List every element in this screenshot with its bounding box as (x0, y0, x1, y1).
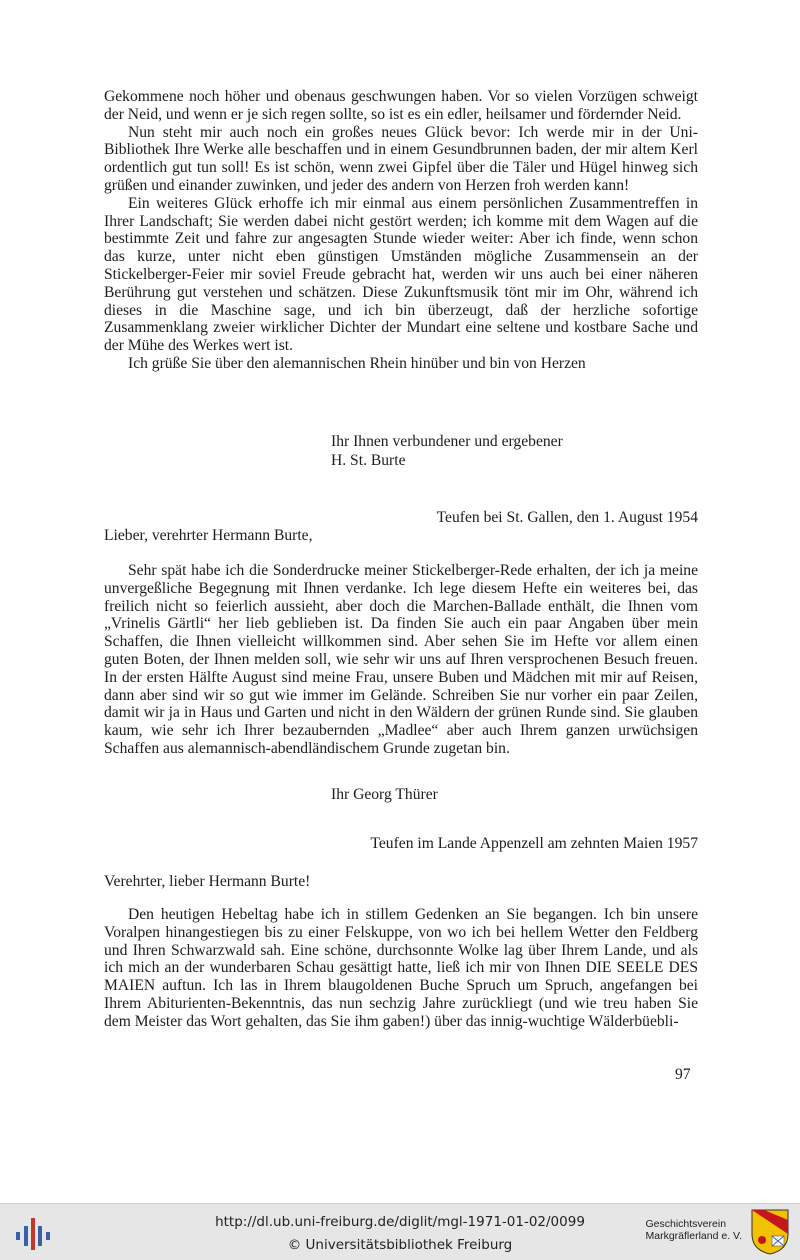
footer-url-link[interactable]: http://dl.ub.uni-freiburg.de/diglit/mgl-1971-01-02/0099 (215, 1214, 585, 1230)
letter1-signature: H. St. Burte (331, 452, 406, 469)
letter2-paragraph: Sehr spät habe ich die Sonderdrucke meiner Stickelberger-Rede erhalten, der ich ja meine unvergeßliche Begegnung mit Ihnen verdanke. Ich lege diesem Hefte ein weiteres bei, das freilich nicht so feierlich aussieht, aber doch die Marchen-Ballade enthält, die Ihnen vom „Vrinelis Gärtli“ her lieb geblieben ist. Da finden Sie auch ein paar Angaben über mein Schaffen, die Ihnen vielleicht willkommen sind. Aber sehen Sie im Hefte vor allem einen guten Boten, der Ihnen melden soll, wie sehr wir uns auf Ihren versprochenen Besuch freuen. In der ersten Hälfte August sind meine Frau, unsere Buben und Mädchen mit mir auf Reisen, dann aber sind wir so gut wie immer im Gelände. Schreiben Sie nur vorher ein paar Zeilen, damit wir ja in Haus und Garten und nicht in den Wäldern der grünen Runde sind. Sie glauben kaum, wie sehr ich Ihrer bezaubernden „Madlee“ aber auch Ihrem ganzen urwüchsigen Schaffen aus alemannisch-abendländischem Grunde zugetan bin. (104, 562, 698, 757)
letter3-salutation: Verehrter, lieber Hermann Burte! (104, 873, 311, 890)
coat-of-arms-icon (750, 1208, 790, 1256)
footer-org-line-2: Markgräflerland e. V. (645, 1230, 742, 1242)
letter1-paragraph-2: Nun steht mir auch noch ein großes neues Glück bevor: Ich werde mir in der Uni-Bibliothek Ihre Werke alle beschaffen und in einem Gesundbrunnen baden, der mir altem Kerl ordentlich gut tun soll! Es ist schön, wenn zwei Gipfel über die Täler und Hügel hinweg sich grüßen und einander zuwinken, und jeder des andern von Herzen froh werden kann! (104, 123, 698, 194)
letter1-closing: Ihr Ihnen verbundener und ergebener (331, 433, 563, 450)
footer-organization (646, 1218, 743, 1242)
letter2-body (104, 562, 698, 758)
letter1-paragraph-4: Ich grüße Sie über den alemannischen Rhein hinüber und bin von Herzen (128, 354, 586, 372)
page-number: 97 (675, 1066, 691, 1083)
letter3-body (104, 906, 698, 1031)
letter2-signature: Ihr Georg Thürer (331, 786, 438, 803)
letter3-dateline: Teufen im Lande Appenzell am zehnten Maien 1957 (370, 835, 698, 852)
footer-bar (0, 1203, 800, 1260)
letter3-paragraph: Den heutigen Hebeltag habe ich in stillem Gedenken an Sie begangen. Ich bin unsere Voralpen hinangestiegen bis zu einer Felskuppe, von wo ich bei hellem Wetter den Feldberg und Ihren Schwarzwald sah. Eine schöne, durchsonnte Wolke lag über Ihrem Lande, und als ich mich an der wunderbaren Schau gesättigt hatte, ließ ich mir von Ihnen DIE SEELE DES MAIEN auftun. Ich las in Ihrem blaugoldenen Buche Spruch um Spruch, angefangen bei Ihrem Abiturienten-Bekenntnis, das nun sechzig Jahre zurückliegt (und wie treu haben Sie dem Meister das Wort gehalten, das Sie ihm gaben!) über das innig-wuchtige Wälderbüebli- (104, 906, 698, 1030)
footer-org-line-1: Geschichtsverein (645, 1218, 727, 1230)
letter1-paragraph-3: Ein weiteres Glück erhoffe ich mir einmal aus einem persönlichen Zusammentreffen in Ihrer Landschaft; Sie werden dabei nicht gestört werden; ich komme mit dem Wagen auf die bestimmte Zeit und fahre zur angesagten Stunde wieder weiter: Aber ich finde, wenn schon das kurze, unter nicht eben günstigen Umständen mögliche Zusammensein an der Stickelberger-Feier mir soviel Freude gebracht hat, werden wir uns auch bei einer näheren Berührung gut verstehen und schätzen. Diese Zukunftsmusik tönt mir im Ohr, während ich dieses in die Maschine sage, und ich bin überzeugt, daß der herzliche sofortige Zusammenklang zweier wirklicher Dichter der Mundart eine seltene und kostbare Sache und der Mühe des Werkes wert ist. (104, 194, 698, 355)
letter1-body (104, 88, 698, 373)
letter1-paragraph-1: Gekommene noch höher und obenaus geschwungen haben. Vor so vielen Vorzügen schweigt der Neid, und wenn er je sich regen sollte, so ist es ein edler, heilsamer und fördernder Neid. (104, 88, 698, 123)
footer-copyright: © Universitätsbibliothek Freiburg (287, 1237, 513, 1253)
letter2-dateline: Teufen bei St. Gallen, den 1. August 1954 (436, 509, 698, 526)
letter2-salutation: Lieber, verehrter Hermann Burte, (104, 527, 313, 544)
